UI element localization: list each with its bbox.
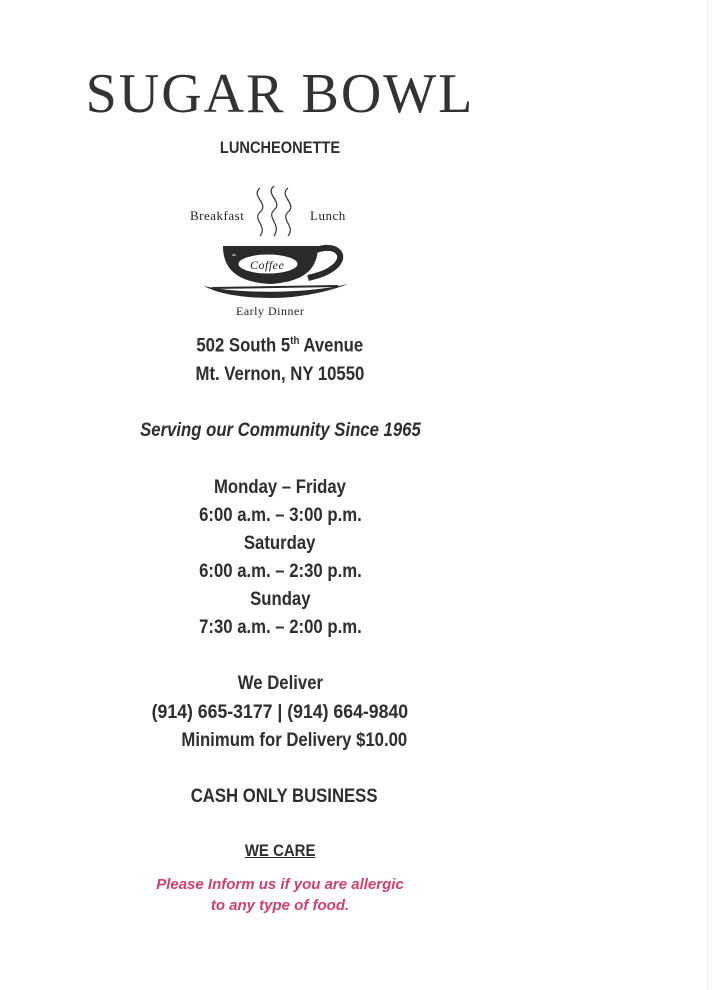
hours-day-saturday: Saturday — [244, 533, 316, 554]
logo-early-dinner-label: Early Dinner — [236, 304, 305, 318]
business-name: SUGAR BOWL — [85, 63, 475, 125]
delivery-phones — [0, 702, 560, 724]
allergy-notice-line1: Please Inform us if you are allergic — [156, 876, 404, 893]
logo-coffee-label: Coffee — [250, 258, 285, 272]
tagline: Serving our Community Since 1965 — [139, 420, 421, 441]
logo-lunch-label: Lunch — [310, 208, 346, 223]
street-superscript: th — [290, 335, 300, 347]
logo-breakfast-label: Breakfast — [190, 208, 245, 223]
phone-separator: | — [277, 702, 283, 723]
hours-time-sunday: 7:30 a.m. – 2:00 p.m. — [198, 617, 362, 638]
we-care-heading: WE CARE — [244, 841, 316, 860]
hours-day-sunday: Sunday — [249, 589, 311, 610]
svg-text:“: “ — [232, 252, 236, 262]
allergy-notice-line2: to any type of food. — [210, 897, 350, 914]
coffee-cup-logo — [188, 180, 358, 325]
address-city: Mt. Vernon, NY 10550 — [195, 364, 365, 385]
hours-time-weekday: 6:00 a.m. – 3:00 p.m. — [198, 505, 362, 526]
business-type: LUNCHEONETTE — [219, 138, 341, 157]
hours-time-saturday: 6:00 a.m. – 2:30 p.m. — [198, 561, 362, 582]
phone-number-1: (914) 665-3177 — [151, 702, 273, 723]
delivery-minimum: Minimum for Delivery $10.00 — [181, 730, 407, 751]
street-suffix: Avenue — [299, 335, 364, 357]
address-street — [0, 335, 560, 357]
hours-day-weekday: Monday – Friday — [214, 477, 346, 498]
phone-number-2: (914) 664-9840 — [287, 702, 409, 723]
delivery-heading: We Deliver — [237, 673, 323, 694]
payment-notice: CASH ONLY BUSINESS — [190, 786, 378, 807]
street-prefix: 502 South 5 — [196, 335, 291, 357]
page-edge — [707, 0, 708, 990]
